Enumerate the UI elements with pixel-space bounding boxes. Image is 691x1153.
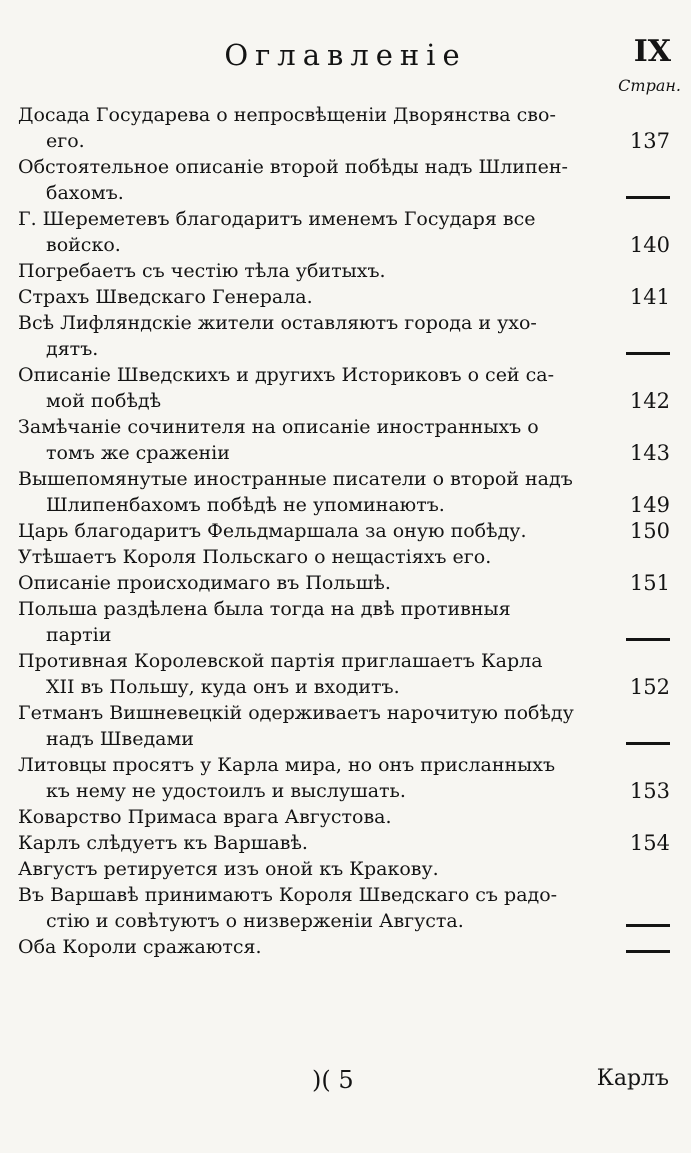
toc-entry-text: Описаніе происходимаго въ Польшѣ.: [18, 572, 391, 594]
toc-entry: [18, 570, 670, 596]
toc-entry-text: Г. Шереметевъ благодаритъ именемъ Государя все: [18, 208, 536, 230]
toc-entry-continuation: къ нему не удостоилъ и выслушать.: [46, 780, 406, 802]
table-of-contents: [18, 102, 670, 960]
toc-page-number: 149: [629, 493, 670, 517]
pages-column-label: Стран.: [618, 76, 681, 95]
toc-entry: [18, 284, 670, 310]
toc-entry-text: Карлъ слѣдуетъ къ Варшавѣ.: [18, 832, 308, 854]
toc-page-number: 140: [629, 233, 670, 257]
toc-entry-text: Польша раздѣлена была тогда на двѣ противныя: [18, 598, 511, 620]
toc-entry-text: Погребаетъ съ честію тѣла убитыхъ.: [18, 260, 386, 282]
toc-entry: [18, 518, 670, 544]
catchword: Карлъ: [596, 1066, 669, 1091]
toc-entry-text: Въ Варшавѣ принимаютъ Короля Шведскаго съ радо-: [18, 884, 558, 906]
ditto-dash: [626, 352, 670, 355]
toc-entry-continuation: войско.: [46, 234, 121, 256]
toc-entry-continuation: мой побѣдѣ: [46, 390, 162, 412]
toc-page-number: 152: [629, 675, 670, 699]
toc-entry: [18, 804, 670, 830]
toc-entry: [18, 362, 670, 414]
toc-entry: [18, 310, 670, 362]
toc-page-number: 137: [629, 129, 670, 153]
toc-entry: [18, 934, 670, 960]
toc-entry-continuation: партіи: [46, 624, 112, 646]
ditto-dash: [626, 924, 670, 927]
toc-entry-text: Коварство Примаса врага Августова.: [18, 806, 392, 828]
toc-entry-continuation: томъ же сраженіи: [46, 442, 230, 464]
toc-entry: [18, 414, 670, 466]
toc-entry-text: Литовцы просятъ у Карла мира, но онъ присланныхъ: [18, 754, 556, 776]
toc-entry-text: Противная Королевской партія приглашаетъ Карла: [18, 650, 543, 672]
page-title: Оглавленіе: [224, 38, 467, 72]
toc-entry-text: Утѣшаетъ Короля Польскаго о нещастіяхъ его.: [18, 546, 492, 568]
ditto-dash: [626, 950, 670, 953]
toc-entry: [18, 752, 670, 804]
toc-entry-text: Августъ ретируется изъ оной къ Кракову.: [18, 858, 439, 880]
toc-page-number: 154: [629, 831, 670, 855]
toc-page-number: 142: [629, 389, 670, 413]
toc-entry: [18, 648, 670, 700]
toc-entry: [18, 154, 670, 206]
toc-entry-text: Досада Государева о непросвѣщеніи Дворянства сво-: [18, 104, 556, 126]
toc-entry-text: Замѣчаніе сочинителя на описаніе иностранныхъ о: [18, 416, 539, 438]
toc-entry-continuation: стію и совѣтуютъ о низверженіи Августа.: [46, 910, 464, 932]
toc-entry-continuation: Шлипенбахомъ побѣдѣ не упоминаютъ.: [46, 494, 445, 516]
toc-entry-text: Вышепомянутые иностранные писатели о второй надъ: [18, 468, 573, 490]
toc-page-number: 141: [629, 285, 670, 309]
toc-entry-continuation: бахомъ.: [46, 182, 124, 204]
toc-entry-text: Царь благодаритъ Фельдмаршала за оную побѣду.: [18, 520, 527, 542]
toc-entry: [18, 258, 670, 284]
toc-entry-text: Обстоятельное описаніе второй побѣды надъ Шлипен-: [18, 156, 568, 178]
toc-entry-text: Описаніе Шведскихъ и другихъ Историковъ о сей са-: [18, 364, 555, 386]
toc-entry: [18, 544, 670, 570]
toc-entry: [18, 882, 670, 934]
toc-entry: [18, 466, 670, 518]
toc-entry: [18, 700, 670, 752]
signature-mark: )( 5: [312, 1066, 354, 1094]
toc-page-number: 151: [629, 571, 670, 595]
toc-page-number: 143: [629, 441, 670, 465]
toc-entry-continuation: XII въ Польшу, куда онъ и входитъ.: [46, 676, 400, 698]
ditto-dash: [626, 742, 670, 745]
toc-entry: [18, 206, 670, 258]
toc-entry-continuation: его.: [46, 130, 85, 152]
toc-entry-continuation: надъ Шведами: [46, 728, 194, 750]
toc-page-number: 150: [629, 519, 670, 543]
toc-entry: [18, 830, 670, 856]
toc-entry: [18, 856, 670, 882]
toc-entry-continuation: дятъ.: [46, 338, 99, 360]
toc-entry: [18, 596, 670, 648]
toc-entry-text: Гетманъ Вишневецкій одерживаетъ нарочитую побѣду: [18, 702, 574, 724]
toc-entry: [18, 102, 670, 154]
ditto-dash: [626, 196, 670, 199]
toc-entry-text: Оба Короли сражаются.: [18, 936, 262, 958]
ditto-dash: [626, 638, 670, 641]
page-number: IX: [633, 34, 671, 69]
toc-page-number: 153: [629, 779, 670, 803]
toc-entry-text: Всѣ Лифляндскіе жители оставляютъ города и ухо-: [18, 312, 537, 334]
toc-entry-text: Страхъ Шведскаго Генерала.: [18, 286, 313, 308]
